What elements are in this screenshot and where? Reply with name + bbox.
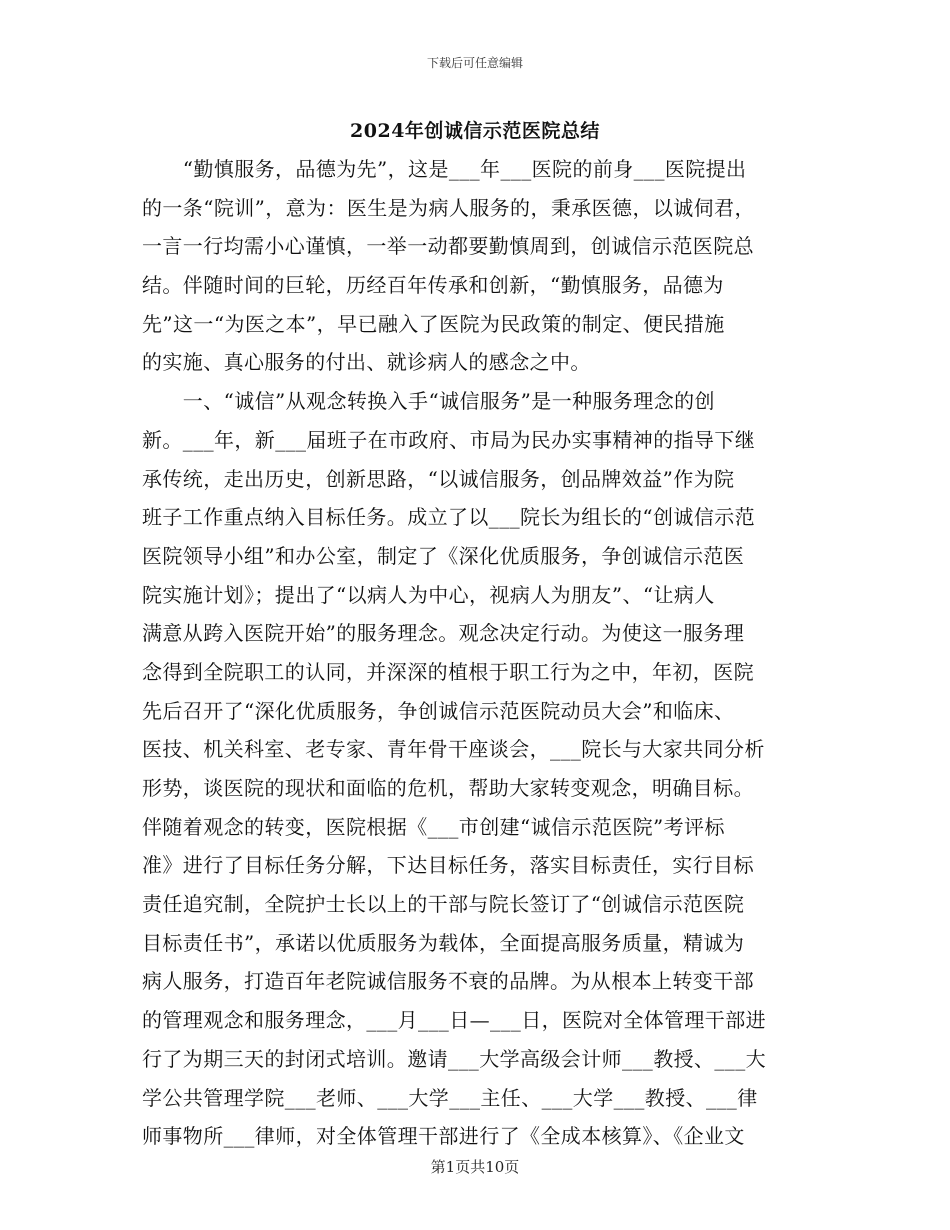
body-line: 的一条“院训”，意为：医生是为病人服务的，秉承医德，以诚伺君，	[142, 195, 755, 220]
body-line: 医技、机关科室、老专家、青年骨干座谈会，___院长与大家共同分析	[142, 737, 765, 762]
body-line: 结。伴随时间的巨轮，历经百年传承和创新，“勤慎服务，品德为	[142, 273, 724, 298]
body-line: 学公共管理学院___老师、___大学___主任、___大学___教授、___律	[142, 1085, 758, 1110]
body-line: 一言一行均需小心谨慎，一举一动都要勤慎周到，创诚信示范医院总	[142, 234, 754, 259]
body-line: 行了为期三天的封闭式培训。邀请___大学高级会计师___教授、___大	[142, 1046, 766, 1071]
body-line: 责任追究制，全院护士长以上的干部与院长签订了“创诚信示范医院	[142, 892, 745, 917]
body-line: 准》进行了目标任务分解，下达目标任务，落实目标责任，实行目标	[142, 853, 754, 878]
body-line: 师事物所___律师，对全体管理干部进行了《全成本核算》、《企业文	[142, 1124, 745, 1149]
body-line: 的实施、真心服务的付出、就诊病人的感念之中。	[142, 350, 591, 375]
body-line: 伴随着观念的转变，医院根据《___市创建“诚信示范医院”考评标	[142, 814, 725, 839]
body-line: 先后召开了“深化优质服务，争创诚信示范医院动员大会”和临床、	[142, 698, 735, 723]
body-line: 新。___年，新___届班子在市政府、市局为民办实事精神的指导下继	[142, 427, 756, 452]
header-note: 下载后可任意编辑	[426, 56, 523, 70]
body-line: 目标责任书”，承诺以优质服务为载体，全面提高服务质量，精诚为	[142, 930, 745, 955]
body-line: 院实施计划》；提出了“以病人为中心，视病人为朋友”、“让病人	[142, 582, 715, 607]
body-line: 医院领导小组”和办公室，制定了《深化优质服务，争创诚信示范医	[142, 543, 745, 568]
page-footer: 第1页共10页	[430, 1158, 520, 1176]
body-line: 承传统，走出历史，创新思路，“以诚信服务，创品牌效益”作为院	[142, 466, 735, 491]
body-line: 的管理观念和服务理念，___月___日—___日，医院对全体管理干部进	[142, 1008, 766, 1033]
body-line: 满意从跨入医院开始”的服务理念。观念决定行动。为使这一服务理	[142, 621, 745, 646]
body-line: 先”这一“为医之本”，早已融入了医院为民政策的制定、便民措施	[142, 311, 725, 336]
body-line: 病人服务，打造百年老院诚信服务不衰的品牌。为从根本上转变干部	[142, 969, 754, 994]
document-body	[142, 150, 822, 1156]
body-line: 一、“诚信”从观念转换入手“诚信服务”是一种服务理念的创	[142, 389, 715, 414]
body-line: “勤慎服务，品德为先”，这是___年___医院的前身___医院提出	[142, 157, 747, 181]
body-line: 班子工作重点纳入目标任务。成立了以___院长为组长的“创诚信示范	[142, 505, 756, 530]
body-line: 形势，谈医院的现状和面临的危机，帮助大家转变观念，明确目标。	[142, 776, 754, 800]
body-line: 念得到全院职工的认同，并深深的植根于职工行为之中，年初，医院	[142, 659, 754, 684]
document-title: 2024年创诚信示范医院总结	[350, 120, 600, 142]
